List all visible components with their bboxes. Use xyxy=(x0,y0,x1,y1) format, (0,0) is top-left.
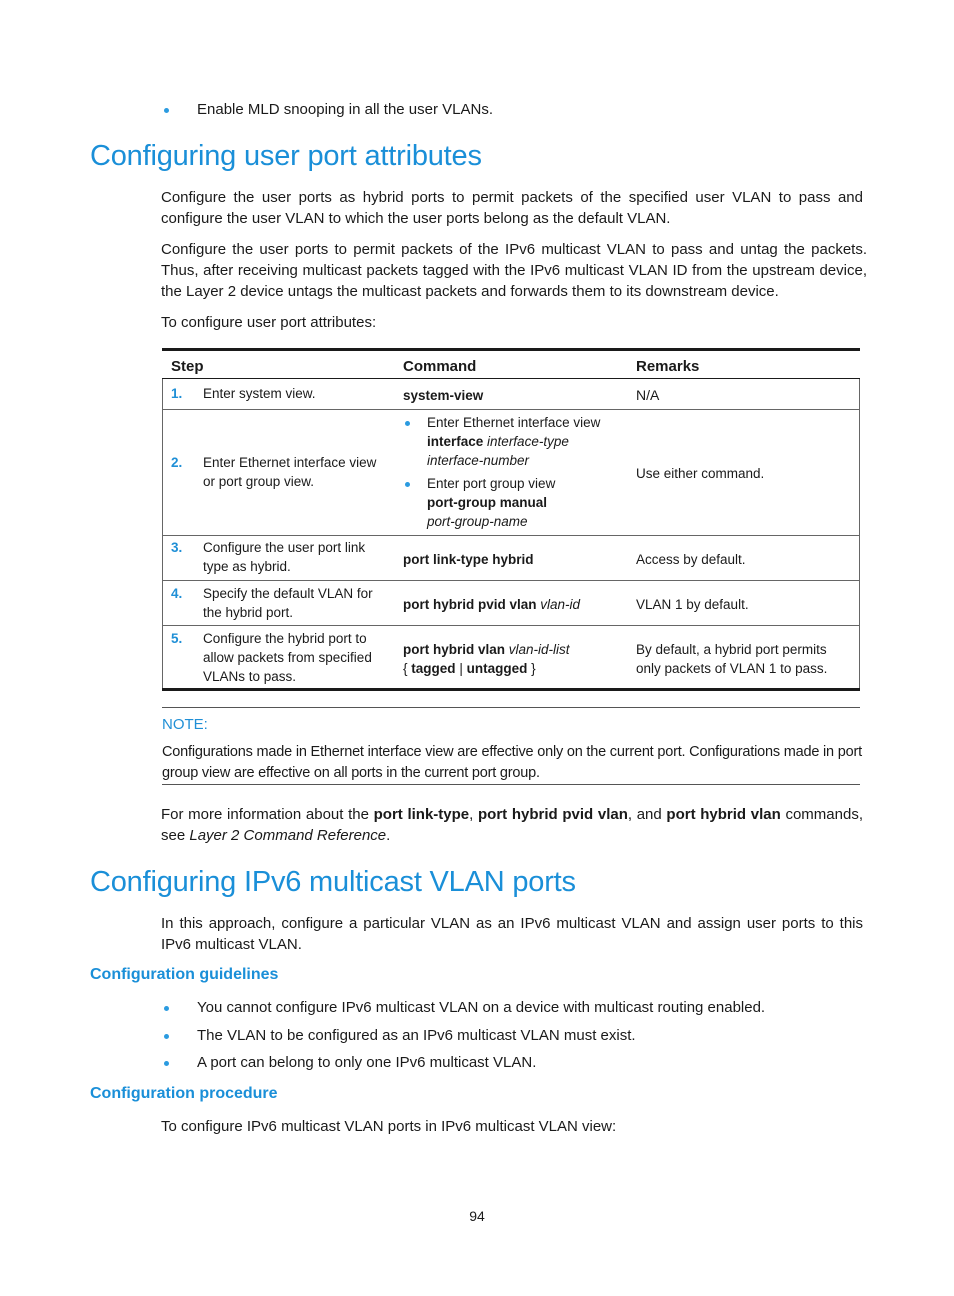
paragraph: Configure the user ports to permit packets of the IPv6 multicast VLAN to pass and untag the packets. Thus, after receiving multicast packets tagged with the IPv6 multicast VLAN ID from the upstream device, the Layer 2 device untags the multicast packets and forwards them to its downstream device. xyxy=(161,241,867,300)
remarks-text: VLAN 1 by default. xyxy=(636,597,749,612)
command-text xyxy=(403,550,534,569)
table-intro: To configure user port attributes: xyxy=(161,314,377,331)
step-text: Configure the user port link type as hybrid. xyxy=(203,540,366,574)
header-rule xyxy=(162,378,860,379)
command-keyword: interface xyxy=(427,434,484,449)
bullet-icon xyxy=(164,108,169,113)
reference-paragraph xyxy=(161,804,863,846)
header-command: Command xyxy=(403,358,477,375)
section-title: Configuring user port attributes xyxy=(90,140,482,172)
bullet-icon xyxy=(405,421,410,426)
note-text: Configurations made in Ethernet interface view are effective only on the current port. Configurations made in port group view are effective on all ports in the current port group. xyxy=(162,744,862,781)
command-keyword: port link-type xyxy=(373,806,470,823)
step-text: Specify the default VLAN for the hybrid port. xyxy=(203,586,373,620)
section-title: Configuring IPv6 multicast VLAN ports xyxy=(90,866,576,898)
paragraph: To configure IPv6 multicast VLAN ports in IPv6 multicast VLAN view: xyxy=(161,1118,617,1135)
text-run: , and xyxy=(627,806,667,823)
step-number: 2. xyxy=(171,455,183,470)
command-arg: vlan-id-list xyxy=(508,642,570,657)
remarks-text: Use either command. xyxy=(636,466,765,481)
text-run: , xyxy=(469,806,478,823)
text-run: commands, see xyxy=(161,806,863,844)
bullet-text: Enable MLD snooping in all the user VLANs. xyxy=(197,101,494,118)
remarks-text: N/A xyxy=(636,387,660,403)
command-keyword: system-view xyxy=(403,388,484,403)
bullet-icon xyxy=(405,482,410,487)
note-top-rule xyxy=(162,707,860,708)
step-text: Enter system view. xyxy=(203,386,316,401)
paragraph: In this approach, configure a particular VLAN as an IPv6 multicast VLAN and assign user ports to this IPv6 multicast VLAN. xyxy=(161,915,863,953)
row-divider xyxy=(162,409,860,410)
separator: | xyxy=(459,661,463,676)
text-run: . xyxy=(386,827,391,844)
table-top-rule xyxy=(162,348,860,351)
doc-reference: Layer 2 Command Reference xyxy=(189,827,387,844)
subsection-title: Configuration procedure xyxy=(90,1085,278,1102)
command-text xyxy=(403,595,580,614)
guideline-item: The VLAN to be configured as an IPv6 multicast VLAN must exist. xyxy=(197,1027,636,1044)
page-number: 94 xyxy=(469,1208,485,1224)
step-number: 4. xyxy=(171,586,183,601)
command-keyword: port-group manual xyxy=(427,495,547,510)
sub-option-label: Enter Ethernet interface view xyxy=(427,415,601,430)
command-keyword: port link-type hybrid xyxy=(403,552,534,567)
note-bottom-rule xyxy=(162,784,860,785)
bullet-icon xyxy=(164,1061,169,1066)
command-arg: interface-number xyxy=(427,453,530,468)
step-text: Enter Ethernet interface view or port group view. xyxy=(203,455,377,489)
guideline-item: You cannot configure IPv6 multicast VLAN on a device with multicast routing enabled. xyxy=(197,999,766,1016)
command-keyword: untagged xyxy=(466,661,528,676)
step-number: 5. xyxy=(171,631,183,646)
sub-option xyxy=(427,474,627,531)
table-border-right xyxy=(859,379,860,689)
sub-option-label: Enter port group view xyxy=(427,476,556,491)
row-divider xyxy=(162,625,860,626)
text-run: For more information about the xyxy=(161,806,374,823)
guideline-item: A port can belong to only one IPv6 multicast VLAN. xyxy=(197,1054,537,1071)
header-remarks: Remarks xyxy=(636,358,700,375)
command-text xyxy=(403,386,483,405)
header-step: Step xyxy=(171,358,204,375)
table-border-left xyxy=(162,379,163,689)
step-number: 1. xyxy=(171,386,183,401)
command-arg: vlan-id xyxy=(540,597,581,612)
remarks-text: By default, a hybrid port permits only packets of VLAN 1 to pass. xyxy=(636,642,828,676)
command-keyword: port hybrid pvid vlan xyxy=(478,806,628,823)
paragraph: Configure the user ports as hybrid ports to permit packets of the specified user VLAN to pass and configure the user VLAN to which the user ports belong as the default VLAN. xyxy=(161,189,863,227)
bullet-icon xyxy=(164,1034,169,1039)
row-divider xyxy=(162,580,860,581)
command-text xyxy=(403,640,628,678)
command-keyword: port hybrid vlan xyxy=(403,642,506,657)
command-keyword: tagged xyxy=(411,661,456,676)
command-arg: interface-type xyxy=(487,434,569,449)
command-arg: port-group-name xyxy=(427,514,528,529)
subsection-title: Configuration guidelines xyxy=(90,966,279,983)
step-number: 3. xyxy=(171,540,183,555)
step-text: Configure the hybrid port to allow packets from specified VLANs to pass. xyxy=(203,631,372,684)
table-bottom-rule xyxy=(162,688,860,691)
brace: { xyxy=(403,661,408,676)
remarks-text: Access by default. xyxy=(636,552,746,567)
command-keyword: port hybrid vlan xyxy=(666,806,781,823)
note-label: NOTE: xyxy=(162,716,208,733)
row-divider xyxy=(162,535,860,536)
bullet-icon xyxy=(164,1006,169,1011)
brace: } xyxy=(531,661,536,676)
sub-option xyxy=(427,413,627,470)
command-keyword: port hybrid pvid vlan xyxy=(403,597,537,612)
